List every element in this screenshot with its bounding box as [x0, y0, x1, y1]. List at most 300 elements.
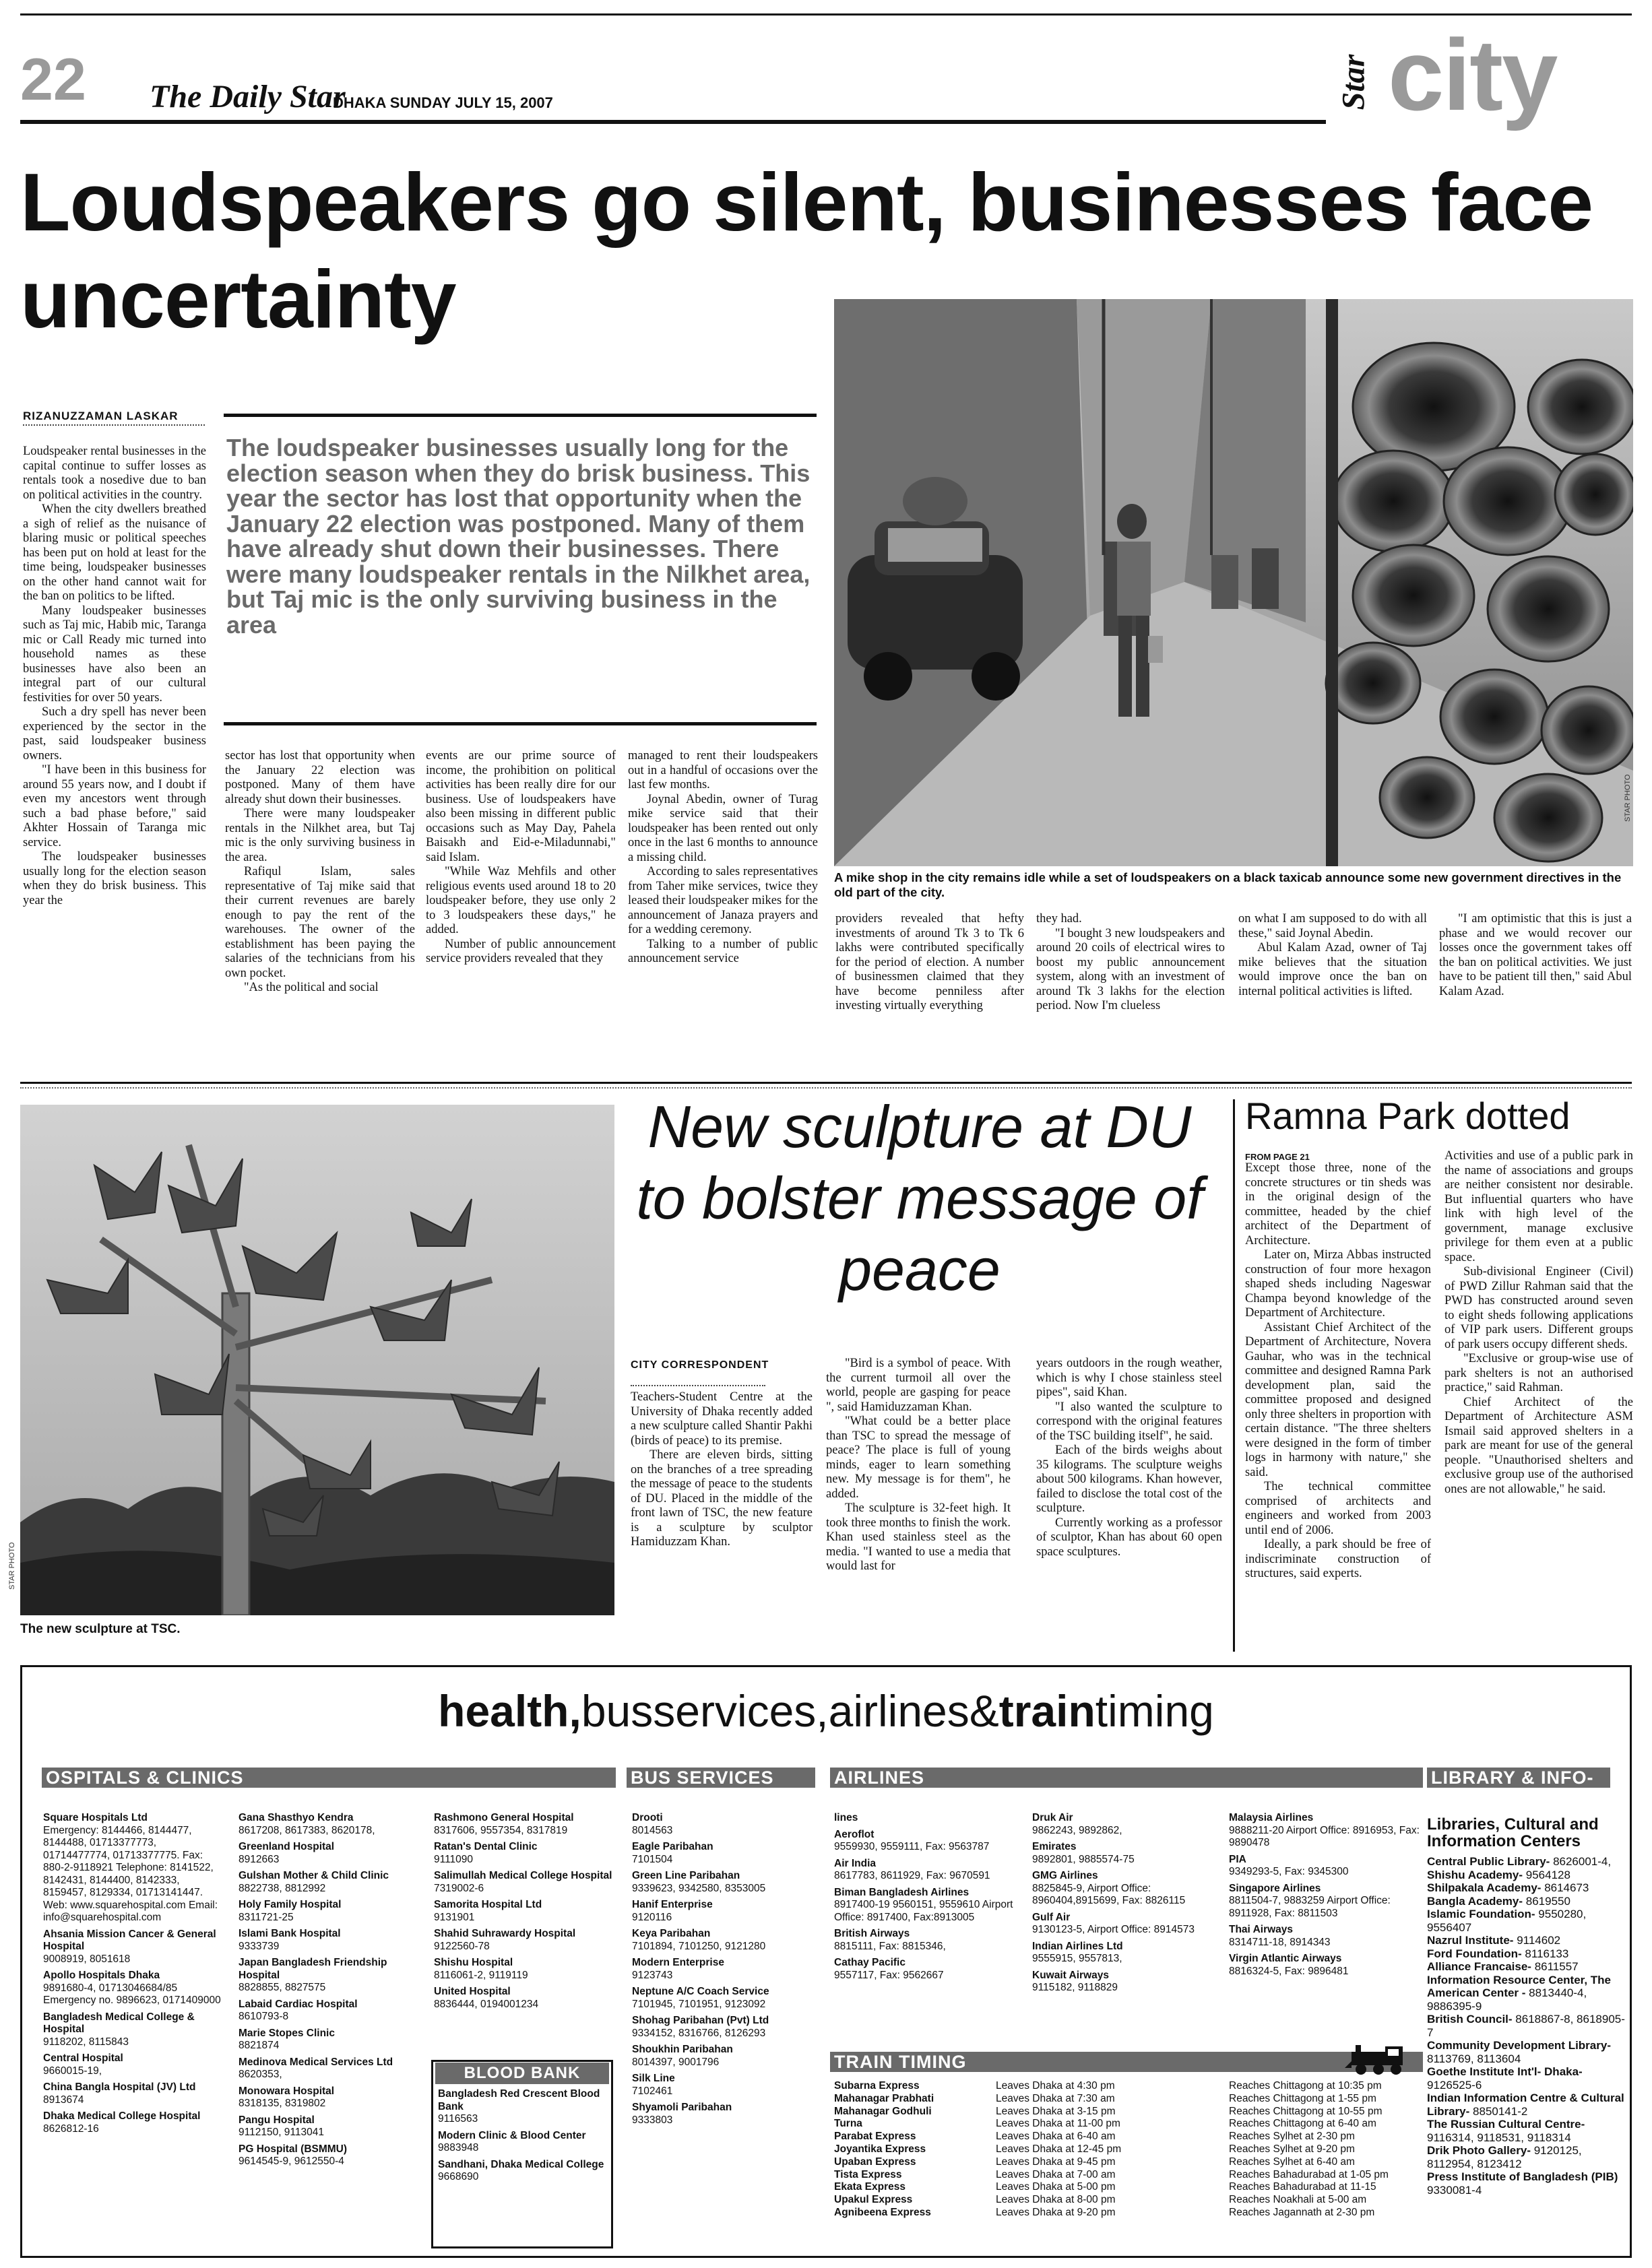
train-leaves: Leaves Dhaka at 5-00 pm — [996, 2181, 1116, 2193]
library-entry — [1427, 1974, 1629, 2013]
lead-paragraph: managed to rent their loudspeakers out in a handful of occasions over the last few months. — [628, 749, 818, 791]
lead-paragraph: "I am optimistic that this is just a phase and we would recover our losses once the government takes off the ban on political activities. We just have to be patient till then," said Abul Kalam Azad. — [1439, 912, 1632, 998]
entry-detail: 8317606, 9557354, 8317819 — [434, 1824, 568, 1836]
ramna-jump: FROM PAGE 21 — [1245, 1152, 1310, 1162]
section-divider-dots — [20, 1087, 1632, 1089]
lead-column-8 — [1439, 912, 1632, 1074]
airlines-list-3 — [1229, 1812, 1423, 2054]
library-entry-name: British Council- — [1427, 2013, 1513, 2026]
train-leaves: Leaves Dhaka at 7:30 am — [996, 2092, 1115, 2104]
directory-entry — [834, 1829, 1017, 1854]
entry-name: Neptune A/C Coach Service — [632, 1986, 769, 1997]
directory-title-part-1: health, — [438, 1686, 581, 1736]
ramna-side-rule — [1233, 1099, 1235, 1652]
entry-name: PIA — [1229, 1853, 1246, 1865]
sculpture-paragraph: The sculpture is 32-feet high. It took three months to finish the work. Khan used stainless steel as the media. "I wanted to use a media that would last for — [826, 1501, 1011, 1573]
entry-detail: 9112150, 9113041 — [239, 2127, 324, 2138]
sculpture-column-1 — [631, 1390, 813, 1649]
directory-entry — [632, 1928, 818, 1953]
library-entry-detail: 9114602 — [1517, 1934, 1561, 1947]
train-name: Turna — [834, 2118, 862, 2130]
library-entry — [1427, 1895, 1629, 1908]
train-reaches: Reaches Bahadurabad at 1-05 pm — [1229, 2168, 1389, 2180]
entry-detail: 9888211-20 Airport Office: 8916953, Fax: 9890478 — [1229, 1824, 1420, 1848]
entry-detail: 8311721-25 — [239, 1911, 294, 1923]
entry-detail: 9349293-5, Fax: 9345300 — [1229, 1866, 1349, 1877]
entry-detail: 9883948 — [438, 2142, 479, 2153]
library-entry-detail: 9550280, 9556407 — [1427, 1908, 1587, 1934]
directory-entry — [43, 1929, 222, 1966]
directory-entry — [834, 1858, 1017, 1883]
pullquote-rule-bottom — [224, 722, 817, 725]
entry-name: Silk Line — [632, 2073, 675, 2084]
entry-name: Pangu Hospital — [239, 2114, 315, 2126]
directory-entry — [1229, 1854, 1423, 1879]
entry-detail: 9555915, 9557813, — [1032, 1953, 1122, 1964]
lead-photo-caption: A mike shop in the city remains idle while a set of loudspeakers on a black taxicab announce some new government directives in the old part of the city. — [834, 870, 1622, 899]
bus-list — [632, 1812, 818, 2248]
lead-paragraph: Talking to a number of public announcement service — [628, 937, 818, 965]
blood-bank-list — [438, 2088, 609, 2243]
entry-name: Keya Paribahan — [632, 1928, 711, 1939]
entry-name: Kuwait Airways — [1032, 1969, 1109, 1981]
train-leaves: Leaves Dhaka at 8-00 pm — [996, 2194, 1116, 2206]
entry-detail: 7319002-6 — [434, 1882, 484, 1894]
lead-byline: RIZANUZZAMAN LASKAR — [23, 410, 179, 422]
entry-detail: 8822738, 8812992 — [239, 1882, 326, 1894]
entry-name: lines — [834, 1812, 858, 1823]
entry-name: Holy Family Hospital — [239, 1899, 342, 1910]
entry-name: Gana Shasthyo Kendra — [239, 1812, 354, 1823]
entry-name: Square Hospitals Ltd — [43, 1812, 148, 1823]
library-entry-name: Central Public Library- — [1427, 1855, 1550, 1868]
library-entry — [1427, 2144, 1629, 2170]
entry-detail: 9111090 — [434, 1853, 474, 1865]
library-entry-detail: 8619550 — [1525, 1894, 1570, 1908]
airlines-list-1 — [834, 1812, 1017, 2054]
entry-name: Marie Stopes Clinic — [239, 2027, 335, 2039]
lead-paragraph: Many loudspeaker businesses such as Taj mic, Habib mic, Taranga mic or Call Ready mic turned into household names as these businesses have also been an integral part of our cultural festivities for over 50 years. — [23, 604, 206, 705]
entry-detail: 8811504-7, 9883259 Airport Office: 8911928, Fax: 8811503 — [1229, 1895, 1391, 1919]
directory-entry — [434, 1928, 616, 1953]
lead-paragraph: Loudspeaker rental businesses in the capital continue to suffer losses as rentals took a nosedive due to ban on political activities in the country. — [23, 445, 206, 502]
entry-name: Gulf Air — [1032, 1911, 1071, 1923]
directory-entry — [239, 1999, 418, 2023]
library-entry — [1427, 1947, 1629, 1961]
entry-name: Japan Bangladesh Friendship Hospital — [239, 1957, 387, 1981]
entry-name: Shoukhin Paribahan — [632, 2044, 733, 2055]
masthead-rule — [20, 120, 1326, 124]
entry-name: Indian Airlines Ltd — [1032, 1940, 1123, 1952]
directory-entry — [239, 1957, 418, 1995]
train-row — [834, 2106, 1420, 2118]
directory-entry — [43, 2011, 222, 2049]
entry-detail: 9008919, 8051618 — [43, 1953, 131, 1965]
entry-name: Monowara Hospital — [239, 2085, 335, 2097]
library-entry — [1427, 1960, 1629, 1974]
directory-entry — [239, 2028, 418, 2052]
entry-name: United Hospital — [434, 1986, 511, 1997]
library-entry-detail: 9564128 — [1525, 1868, 1570, 1881]
train-row — [834, 2131, 1420, 2143]
library-entry-name: Shishu Academy- — [1427, 1868, 1523, 1881]
directory-entry — [632, 1957, 818, 1982]
directory-entry — [43, 1970, 222, 2007]
directory-entry — [632, 2073, 818, 2098]
entry-name: Bangladesh Medical College & Hospital — [43, 2011, 195, 2035]
train-row — [834, 2169, 1420, 2182]
library-entry-detail: 8113769, 8113604 — [1427, 2052, 1521, 2065]
train-leaves: Leaves Dhaka at 12-45 pm — [996, 2143, 1122, 2155]
sculpture-paragraph: "What could be a better place than TSC to spread the message of peace? The place is full of young minds, eager to learn something new. My message is for them", he added. — [826, 1415, 1011, 1501]
entry-detail: 7102461 — [632, 2085, 673, 2097]
lead-paragraph: According to sales representatives from Taher mike services, twice they leased their loudspeaker mikes for the announcement of Janaza prayers and for a wedding ceremony. — [628, 865, 818, 936]
entry-detail: 9614545-9, 9612550-4 — [239, 2156, 344, 2167]
library-entry-name: Bangla Academy- — [1427, 1894, 1523, 1908]
entry-detail: 8314711-18, 8914343 — [1229, 1936, 1331, 1948]
library-list — [1427, 1855, 1629, 2253]
lead-paragraph: "I bought 3 new loudspeakers and around 20 coils of electrical wires to boost my public announcement system, along with an investment of around Tk 3 lakhs for the election period. Now I'm clueless — [1036, 926, 1225, 1012]
entry-detail: 8116061-2, 9119119 — [434, 1969, 528, 1981]
library-header: LIBRARY & INFO- — [1427, 1768, 1610, 1788]
entry-name: Apollo Hospitals Dhaka — [43, 1970, 160, 1981]
entry-detail: 9892801, 9885574-75 — [1032, 1853, 1135, 1865]
library-entry-name: Islamic Foundation- — [1427, 1908, 1535, 1920]
train-reaches: Reaches Chittagong at 1-55 pm — [1229, 2092, 1376, 2104]
lead-headline: Loudspeakers go silent, businesses face uncertainty — [20, 156, 1593, 345]
entry-name: Central Hospital — [43, 2052, 123, 2064]
entry-name: Labaid Cardiac Hospital — [239, 1998, 358, 2010]
entry-detail: 8836444, 0194001234 — [434, 1998, 539, 2010]
train-leaves: Leaves Dhaka at 3-15 pm — [996, 2105, 1116, 2117]
library-entry — [1427, 1881, 1629, 1895]
directory-entry — [1032, 1812, 1214, 1837]
ramna-paragraph: Sub-divisional Engineer (Civil) of PWD Zillur Rahman said that the PWD has constructed around seven to eight sheds following applications of VIP park users. Different groups of park users occupy different sheds. — [1444, 1265, 1633, 1351]
lead-paragraph: There were many loudspeaker rentals in the Nilkhet area, but Taj mic is the only surviving business in the area. — [225, 807, 415, 864]
library-entry — [1427, 1934, 1629, 1947]
entry-name: Shishu Hospital — [434, 1957, 513, 1968]
directory-entry — [1229, 1812, 1423, 1850]
train-reaches: Reaches Sylhet at 9-20 pm — [1229, 2143, 1355, 2155]
directory-entry — [1229, 1883, 1423, 1920]
ramna-headline: Ramna Park dotted — [1245, 1095, 1570, 1137]
entry-detail: 9122560-78 — [434, 1940, 490, 1952]
entry-detail: 8014563 — [632, 1824, 673, 1836]
directory-entry — [43, 2052, 222, 2077]
train-name: Ekata Express — [834, 2181, 906, 2193]
library-entry-name: Goethe Institute Int'l- Dhaka- — [1427, 2065, 1583, 2078]
library-entry-detail: 8611557 — [1534, 1960, 1579, 1973]
entry-name: Rashmono General Hospital — [434, 1812, 574, 1823]
library-entry — [1427, 2065, 1629, 2092]
entry-name: Cathay Pacific — [834, 1957, 906, 1968]
entry-name: Ahsania Mission Cancer & General Hospital — [43, 1928, 216, 1952]
library-entry-name: Shilpakala Academy- — [1427, 1881, 1542, 1894]
entry-detail: 9131901 — [434, 1911, 475, 1923]
entry-detail: 7101894, 7101250, 9121280 — [632, 1940, 766, 1952]
airlines-header: AIRLINES — [830, 1768, 1423, 1788]
entry-detail: 8815111, Fax: 8815346, — [834, 1940, 946, 1952]
entry-name: Dhaka Medical College Hospital — [43, 2110, 201, 2122]
locomotive-icon — [1345, 2042, 1412, 2076]
train-leaves: Leaves Dhaka at 4:30 pm — [996, 2080, 1115, 2092]
hospitals-header: OSPITALS & CLINICS — [42, 1768, 616, 1788]
library-entry-detail: 9120125, 8112954, 8123412 — [1427, 2144, 1582, 2170]
lead-column-4 — [628, 749, 818, 1072]
directory-entry — [438, 2159, 609, 2184]
entry-detail: 8816324-5, Fax: 9896481 — [1229, 1965, 1349, 1977]
train-leaves: Leaves Dhaka at 9-20 pm — [996, 2206, 1116, 2218]
bus-header: BUS SERVICES — [627, 1768, 815, 1788]
entry-name: China Bangla Hospital (JV) Ltd — [43, 2081, 196, 2093]
dateline: DHAKA SUNDAY JULY 15, 2007 — [333, 94, 553, 111]
library-entry — [1427, 2118, 1629, 2144]
sculpture-paragraph: "I also wanted the sculpture to correspond with the original features of the TSC building itself", he said. — [1036, 1400, 1222, 1443]
ramna-paragraph: The technical committee comprised of architects and engineers and worked from 2003 until end of 2006. — [1245, 1480, 1431, 1537]
directory-entry — [438, 2088, 609, 2126]
library-entry-detail: 8813440-4, 9886395-9 — [1427, 1986, 1587, 2013]
entry-name: PG Hospital (BSMMU) — [239, 2143, 348, 2155]
library-entry-name: The Russian Cultural Centre- — [1427, 2118, 1585, 2131]
directory-entry — [632, 2015, 818, 2040]
entry-detail: 9130123-5, Airport Office: 8914573 — [1032, 1924, 1195, 1935]
entry-name: Air India — [834, 1857, 877, 1869]
sculpture-photo — [20, 1105, 614, 1615]
directory-entry — [1229, 1953, 1423, 1978]
lead-paragraph: providers revealed that hefty investments of around Tk 3 to Tk 6 lakhs were contributed specifically for the period of election. A number of businessmen claimed that they have become penniless after investing virtually everything — [835, 912, 1024, 1012]
entry-name: Biman Bangladesh Airlines — [834, 1886, 970, 1898]
lead-pullquote: The loudspeaker businesses usually long for the election season when they do brisk business. This year the sector has lost that opportunity when the January 22 election was postponed. Many of them have already shut down their businesses. There were many loudspeaker rentals in the Nilkhet area, but Taj mic is the only surviving business in the area — [226, 434, 811, 639]
ramna-paragraph: Ideally, a park should be free of indiscriminate construction of structures, said experts. — [1245, 1538, 1431, 1580]
entry-name: Greenland Hospital — [239, 1841, 335, 1852]
lead-column-2 — [225, 749, 415, 1072]
train-reaches: Reaches Bahadurabad at 11-15 — [1229, 2181, 1376, 2193]
sculpture-paragraph: years outdoors in the rough weather, which is why I chose stainless steel pipes", said Khan. — [1036, 1357, 1222, 1399]
lead-photo-credit: STAR PHOTO — [1624, 774, 1632, 822]
directory-title-part-2: busservices,airlines& — [581, 1686, 999, 1736]
library-entry-detail: 8618867-8, 8618905-7 — [1427, 2013, 1625, 2039]
entry-detail: 8318135, 8319802 — [239, 2098, 326, 2109]
train-row — [834, 2194, 1420, 2207]
entry-name: Malaysia Airlines — [1229, 1812, 1314, 1823]
train-reaches: Reaches Noakhali at 5-00 am — [1229, 2194, 1367, 2206]
directory-entry — [834, 1887, 1017, 1924]
lead-paragraph: When the city dwellers breathed a sigh of relief as the nuisance of blaring music or political speeches has been put on hold at least for the time being, loudspeaker businesses on the other hand cannot wait for the ban on politics to be lifted. — [23, 503, 206, 603]
hospitals-list-2 — [239, 1812, 418, 2248]
directory-entry — [239, 1812, 418, 1837]
entry-name: Shahid Suhrawardy Hospital — [434, 1928, 576, 1939]
library-entry — [1427, 1869, 1629, 1882]
train-row — [834, 2156, 1420, 2169]
train-name: Subarna Express — [834, 2080, 920, 2092]
entry-name: Shyamoli Paribahan — [632, 2102, 732, 2113]
directory-entry — [1229, 1924, 1423, 1949]
entry-detail: 9333803 — [632, 2114, 673, 2126]
entry-detail: 9118202, 8115843 — [43, 2036, 129, 2048]
entry-detail: 8828855, 8827575 — [239, 1982, 326, 1993]
entry-detail: 9660015-19, — [43, 2065, 102, 2077]
lead-paragraph: Rafiqul Islam, sales representative of Taj mike said that their current revenues are barely enough to pay the rent of the warehouses. The owner of the establishment has been paying the salaries of the technicians from his own pocket. — [225, 865, 415, 980]
sculpture-column-2 — [826, 1357, 1011, 1649]
directory-entry — [239, 2143, 418, 2168]
library-entry-name: Press Institute of Bangladesh (PIB) — [1427, 2170, 1618, 2183]
section-name: city — [1388, 18, 1557, 131]
lead-column-7 — [1238, 912, 1427, 1074]
directory-entry — [632, 1986, 818, 2011]
directory-entry — [43, 2081, 222, 2106]
entry-detail: 8913674 — [43, 2094, 84, 2106]
directory-entry — [632, 1899, 818, 1924]
train-row — [834, 2143, 1420, 2156]
library-entry-name: Drik Photo Gallery- — [1427, 2144, 1531, 2157]
entry-detail: 8610793-8 — [239, 2011, 289, 2022]
library-entry — [1427, 1908, 1629, 1934]
entry-detail: 9559930, 9559111, Fax: 9563787 — [834, 1841, 990, 1852]
hospitals-list-1 — [43, 1812, 222, 2248]
entry-detail: 9123743 — [632, 1969, 673, 1981]
sculpture-headline: New sculpture at DU to bolster message of peace — [636, 1093, 1203, 1303]
lead-column-6 — [1036, 912, 1225, 1074]
entry-detail: 9120116 — [632, 1911, 672, 1923]
directory-entry — [239, 2085, 418, 2110]
entry-name: Thai Airways — [1229, 1924, 1294, 1935]
library-entry — [1427, 2092, 1629, 2118]
train-header: TRAIN TIMING — [830, 2052, 1423, 2072]
directory-entry — [632, 2102, 818, 2127]
ramna-paragraph: Activities and use of a public park in the name of associations and groups are neither consistent nor desirable. But influential quarters who have link with high level of the government, manage exclusive privilege for them even at a public space. — [1444, 1149, 1633, 1264]
library-entry-detail: 8614673 — [1544, 1881, 1589, 1894]
entry-name: British Airways — [834, 1928, 910, 1939]
loudspeaker-street-photo — [834, 299, 1633, 866]
entry-name: Samorita Hospital Ltd — [434, 1899, 542, 1910]
entry-detail: 7101945, 7101951, 9123092 — [632, 1998, 766, 2010]
lead-paragraph: Such a dry spell has never been experienced by the sector in the past, said loudspeaker business owners. — [23, 705, 206, 763]
entry-name: Druk Air — [1032, 1812, 1073, 1823]
entry-name: Medinova Medical Services Ltd — [239, 2056, 393, 2068]
sculpture-photo-caption: The new sculpture at TSC. — [20, 1622, 181, 1636]
entry-name: Shohag Paribahan (Pvt) Ltd — [632, 2015, 769, 2026]
sculpture-column-3 — [1036, 1357, 1222, 1649]
train-engine-icon — [1345, 2042, 1412, 2076]
train-name: Parabat Express — [834, 2131, 916, 2143]
directory-title — [20, 1684, 1632, 1738]
lead-column-5 — [835, 912, 1024, 1074]
page-number: 22 — [20, 46, 86, 112]
ramna-column-1 — [1245, 1161, 1431, 1649]
entry-detail: Emergency: 8144466, 8144477, 8144488, 01713377773, 01714477774, 01713377775. Fax: 880-2-9118921 Telephone: 8141522, 8142431, 8144400, 8142333, 8159457, 8129334, 01713141447. Web: www.squarehospital.com Email: info@squarehospital.com — [43, 1824, 218, 1923]
lead-paragraph: they had. — [1036, 912, 1082, 926]
train-timetable — [834, 2080, 1420, 2248]
ramna-paragraph: Chief Architect of the Department of Architecture ASM Ismail said approved shelters in a park are meant for use of the general people. "Unauthorised shelters and exclusive group use of the authorised ones are not allowable," he said. — [1444, 1395, 1633, 1496]
entry-name: Islami Bank Hospital — [239, 1928, 341, 1939]
sculpture-image — [20, 1105, 614, 1615]
lead-paragraph: "I have been in this business for around 55 years now, and I doubt if even my ancestors went through such a bad phase before," said Akhter Hossain of Taranga mic service. — [23, 763, 206, 849]
lead-paragraph: "While Waz Mehfils and other religious events used around 18 to 20 loudspeaker before, they use only 2 to 3 loudspeakers these days," he added. — [426, 865, 616, 936]
library-entry-detail: 9126525-6 — [1427, 2078, 1482, 2092]
entry-name: Singapore Airlines — [1229, 1882, 1321, 1894]
entry-name: Hanif Enterprise — [632, 1899, 713, 1910]
train-row — [834, 2093, 1420, 2106]
entry-detail: 9668690 — [438, 2171, 479, 2182]
directory-entry — [239, 1870, 418, 1895]
library-entry-detail: 9330081-4 — [1427, 2183, 1482, 2197]
byline-dots — [23, 424, 205, 426]
directory-entry — [632, 2044, 818, 2069]
entry-detail: 8617783, 8611929, Fax: 9670591 — [834, 1870, 990, 1881]
library-entry-name: Alliance Francaise- — [1427, 1960, 1531, 1973]
library-entry-detail: 8850141-2 — [1473, 2104, 1528, 2118]
lead-paragraph: sector has lost that opportunity when the January 22 election was postponed. Many of them have already shut down their businesses. — [225, 749, 415, 806]
entry-name: Emirates — [1032, 1841, 1077, 1852]
directory-entry — [434, 1986, 616, 2011]
entry-name: Salimullah Medical College Hospital — [434, 1870, 612, 1881]
entry-detail: 8617208, 8617383, 8620178, — [239, 1824, 375, 1836]
train-name: Tista Express — [834, 2168, 902, 2180]
library-entry — [1427, 2170, 1629, 2197]
sculpture-byline-dots — [631, 1385, 765, 1386]
directory-entry — [434, 1870, 616, 1895]
directory-entry — [239, 2114, 418, 2139]
train-name: Mahanagar Godhuli — [834, 2105, 932, 2117]
directory-entry — [239, 1899, 418, 1924]
train-name: Upakul Express — [834, 2194, 913, 2206]
entry-detail: 9116563 — [438, 2113, 478, 2125]
section-logo: Star — [1335, 54, 1372, 110]
directory-entry — [1032, 1970, 1214, 1995]
train-leaves: Leaves Dhaka at 7-00 am — [996, 2168, 1116, 2180]
sculpture-paragraph: Currently working as a professor of sculptor, Khan has about 60 open space sculptures. — [1036, 1516, 1222, 1559]
sculpture-paragraph: Each of the birds weighs about 35 kilograms. The sculpture weighs about 500 kilograms. Khan however, failed to disclose the total cost of the sculpture. — [1036, 1444, 1222, 1515]
sculpture-paragraph: There are eleven birds, sitting on the branches of a tree spreading the message of peace to the students of DU. Placed in the middle of the front lawn of TSC, the new feature is a sculpture by sculptor Hamiduzzam Khan. — [631, 1448, 813, 1549]
loudspeaker-street-image — [834, 299, 1633, 866]
library-entry-detail: 8626001-4, — [1553, 1855, 1612, 1868]
sculpture-byline: CITY CORRESPONDENT — [631, 1359, 769, 1371]
train-leaves: Leaves Dhaka at 6-40 am — [996, 2131, 1116, 2143]
directory-entry — [632, 1841, 818, 1866]
library-entry — [1427, 2039, 1629, 2065]
train-reaches: Reaches Sylhet at 6-40 am — [1229, 2156, 1355, 2168]
entry-detail: 9339623, 9342580, 8353005 — [632, 1882, 766, 1894]
train-reaches: Reaches Chittagong at 10-55 pm — [1229, 2105, 1383, 2117]
directory-title-part-3: train — [998, 1686, 1095, 1736]
entry-name: Gulshan Mother & Child Clinic — [239, 1870, 389, 1881]
lead-column-3 — [426, 749, 616, 1072]
lead-paragraph: Number of public announcement service providers revealed that they — [426, 937, 616, 965]
section-divider — [20, 1082, 1632, 1084]
ramna-column-2 — [1444, 1149, 1633, 1649]
train-reaches: Reaches Chittagong at 6-40 am — [1229, 2118, 1376, 2130]
entry-detail: 8917400-19 9560151, 9559610 Airport Office: 8917400, Fax:8913005 — [834, 1899, 1013, 1923]
directory-entry — [434, 1812, 616, 1837]
lead-paragraph: events are our prime source of income, the prohibition on political activities has been really dire for our business. Use of loudspeakers have also been missing in different public occasions such as May Day, Pahela Baisakh and Eid-e-Miladunnabi," said Islam. — [426, 749, 616, 864]
entry-name: Drooti — [632, 1812, 663, 1823]
library-entry-name: Nazrul Institute- — [1427, 1934, 1514, 1947]
lead-paragraph: The loudspeaker businesses usually long for the election season when they do brisk business. This year the — [23, 850, 206, 907]
entry-detail: 8821874 — [239, 2040, 280, 2051]
library-entry-name: Ford Foundation- — [1427, 1947, 1522, 1960]
directory-entry — [434, 1957, 616, 1982]
train-leaves: Leaves Dhaka at 9-45 pm — [996, 2156, 1116, 2168]
lead-paragraph: "As the political and social — [244, 981, 379, 994]
lead-paragraph: Joynal Abedin, owner of Turag mike service said that their loudspeaker has been rented out only once in the last 6 months to announce a missing child. — [628, 792, 818, 864]
entry-detail: 8626812-16 — [43, 2123, 99, 2135]
directory-entry — [434, 1899, 616, 1924]
top-rule — [20, 13, 1632, 15]
library-entry — [1427, 2013, 1629, 2039]
sculpture-paragraph: "Bird is a symbol of peace. With the current turmoil all over the world, people are gasping for peace ", said Hamiduzzaman Khan. — [826, 1357, 1011, 1414]
paper-name: The Daily Star — [150, 79, 346, 115]
entry-detail: 8014397, 9001796 — [632, 2056, 720, 2068]
